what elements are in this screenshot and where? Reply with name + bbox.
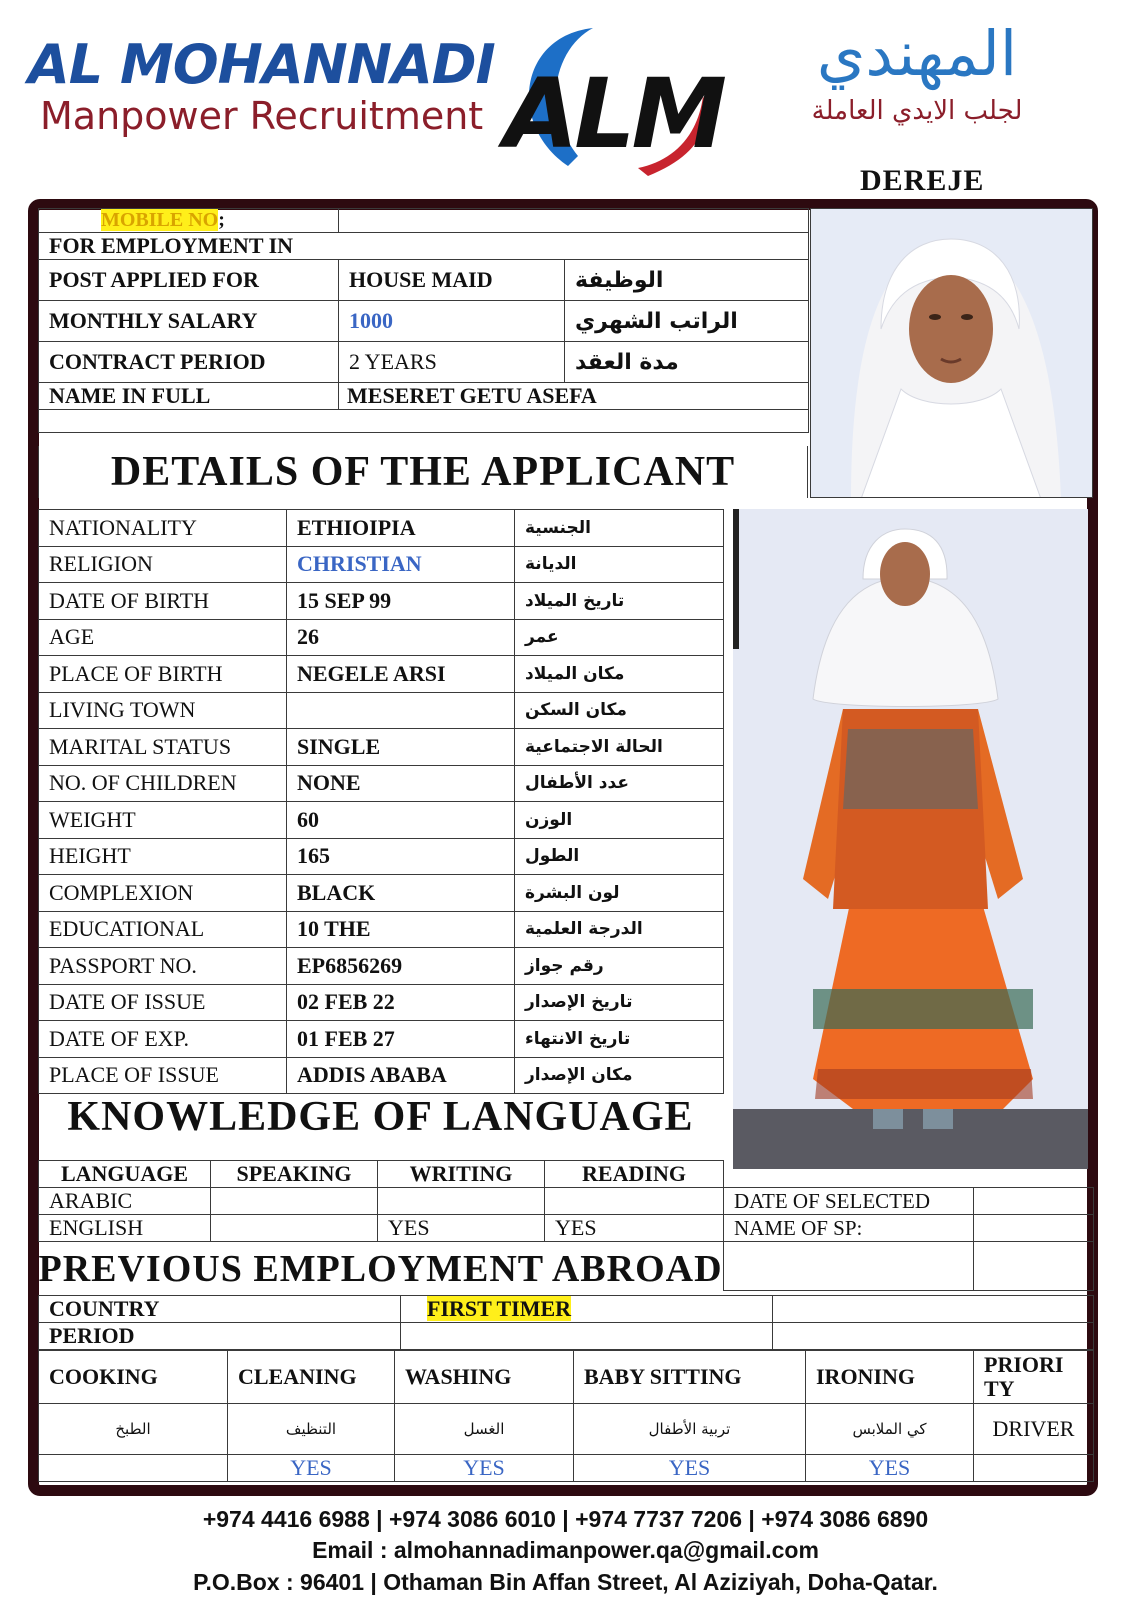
for-employment-row — [39, 233, 809, 260]
detail-label: WEIGHT — [39, 802, 287, 839]
detail-row — [39, 583, 724, 620]
mobile-value — [339, 209, 809, 233]
skills-value-row — [39, 1455, 1094, 1482]
detail-label-arabic: الطول — [515, 838, 724, 875]
brand-name-arabic: المهندي — [816, 17, 1018, 90]
language-reading: YES — [545, 1215, 724, 1242]
footer-email: Email : almohannadimanpower.qa@gmail.com — [312, 1537, 819, 1563]
detail-value: NEGELE ARSI — [287, 656, 515, 693]
name-value: MESERET GETU ASEFA — [339, 383, 809, 410]
detail-label: NATIONALITY — [39, 510, 287, 547]
skill-arabic: الغسل — [395, 1404, 574, 1455]
detail-row — [39, 510, 724, 547]
detail-value: CHRISTIAN — [287, 546, 515, 583]
skill-value: YES — [806, 1455, 974, 1482]
detail-row — [39, 948, 724, 985]
employment-label: CONTRACT PERIOD — [39, 342, 339, 383]
employment-row — [39, 301, 809, 342]
language-writing — [378, 1188, 545, 1215]
detail-value: 02 FEB 22 — [287, 984, 515, 1021]
detail-value: BLACK — [287, 875, 515, 912]
period-value — [401, 1323, 773, 1350]
detail-label-arabic: تاريخ الإصدار — [515, 984, 724, 1021]
skill-value: YES — [574, 1455, 806, 1482]
employment-row — [39, 260, 809, 301]
detail-value: EP6856269 — [287, 948, 515, 985]
detail-value: SINGLE — [287, 729, 515, 766]
detail-row — [39, 656, 724, 693]
footer-address: P.O.Box : 96401 | Othaman Bin Affan Street, Al Aziziyah, Doha-Qatar. — [193, 1569, 938, 1595]
language-header: LANGUAGE — [39, 1161, 211, 1188]
skill-value: YES — [395, 1455, 574, 1482]
for-employment-label: FOR EMPLOYMENT IN — [39, 233, 809, 260]
detail-label-arabic: عدد الأطفال — [515, 765, 724, 802]
skill-priority-value: DRIVER — [974, 1404, 1094, 1455]
skill-arabic: التنظيف — [228, 1404, 395, 1455]
mobile-label: MOBILE NO — [101, 209, 219, 231]
employment-label-arabic: مدة العقد — [565, 342, 809, 383]
detail-value: ETHIOIPIA — [287, 510, 515, 547]
period-label: PERIOD — [39, 1323, 401, 1350]
language-header: SPEAKING — [211, 1161, 378, 1188]
detail-label: RELIGION — [39, 546, 287, 583]
language-row — [39, 1188, 724, 1215]
employment-label: MONTHLY SALARY — [39, 301, 339, 342]
detail-label-arabic: مكان الإصدار — [515, 1057, 724, 1094]
employment-label: POST APPLIED FOR — [39, 260, 339, 301]
applicant-portrait-photo — [810, 208, 1093, 498]
detail-value: 60 — [287, 802, 515, 839]
detail-label-arabic: تاريخ الميلاد — [515, 583, 724, 620]
applicant-full-photo — [733, 509, 1088, 1169]
language-name: ENGLISH — [39, 1215, 211, 1242]
language-speaking — [211, 1188, 378, 1215]
detail-row — [39, 729, 724, 766]
detail-row — [39, 546, 724, 583]
employment-value: 1000 — [339, 301, 565, 342]
language-title: KNOWLEDGE OF LANGUAGE — [67, 1094, 694, 1140]
detail-value: 26 — [287, 619, 515, 656]
detail-label-arabic: الديانة — [515, 546, 724, 583]
detail-label: MARITAL STATUS — [39, 729, 287, 766]
detail-label-arabic: عمر — [515, 619, 724, 656]
detail-label-arabic: لون البشرة — [515, 875, 724, 912]
detail-row — [39, 838, 724, 875]
alm-logo — [498, 16, 733, 186]
skill-header-priority: PRIORI TY — [974, 1351, 1094, 1404]
country-label: COUNTRY — [39, 1296, 401, 1323]
skill-arabic: تربية الأطفال — [574, 1404, 806, 1455]
brand-name: AL MOHANNADI — [28, 33, 495, 96]
detail-row — [39, 765, 724, 802]
employment-row — [39, 342, 809, 383]
brand-arabic — [727, 14, 1107, 128]
side-blank-row — [724, 1242, 1094, 1291]
skill-value: YES — [228, 1455, 395, 1482]
detail-label: NO. OF CHILDREN — [39, 765, 287, 802]
detail-value: 15 SEP 99 — [287, 583, 515, 620]
previous-employment-title: PREVIOUS EMPLOYMENT ABROAD — [38, 1248, 723, 1290]
employment-value: 2 YEARS — [339, 342, 565, 383]
employment-label-arabic: الوظيفة — [565, 260, 809, 301]
brand-english — [28, 33, 498, 138]
detail-row — [39, 692, 724, 729]
language-speaking — [211, 1215, 378, 1242]
detail-label: DATE OF EXP. — [39, 1021, 287, 1058]
applicant-details-table — [38, 509, 724, 1094]
skill-arabic: كي الملابس — [806, 1404, 974, 1455]
skills-arabic-row — [39, 1404, 1094, 1455]
language-row — [39, 1215, 724, 1242]
sponsor-row — [724, 1215, 1094, 1242]
skills-header-row — [39, 1351, 1094, 1404]
detail-label: EDUCATIONAL — [39, 911, 287, 948]
details-title: DETAILS OF THE APPLICANT — [38, 446, 808, 498]
skill-header: CLEANING — [228, 1351, 395, 1404]
detail-row — [39, 802, 724, 839]
agent-name: DEREJE — [860, 164, 985, 197]
detail-label-arabic: الحالة الاجتماعية — [515, 729, 724, 766]
skill-header: WASHING — [395, 1351, 574, 1404]
detail-row — [39, 911, 724, 948]
detail-row — [39, 619, 724, 656]
detail-label: COMPLEXION — [39, 875, 287, 912]
detail-label-arabic: مكان السكن — [515, 692, 724, 729]
detail-label-arabic: مكان الميلاد — [515, 656, 724, 693]
period-row — [39, 1323, 1094, 1350]
detail-value: ADDIS ABABA — [287, 1057, 515, 1094]
skill-arabic: الطبخ — [39, 1404, 228, 1455]
date-selected-row — [724, 1188, 1094, 1215]
employment-label-arabic: الراتب الشهري — [565, 301, 809, 342]
language-header: WRITING — [378, 1161, 545, 1188]
brand-tagline: Manpower Recruitment — [40, 94, 484, 138]
detail-label: LIVING TOWN — [39, 692, 287, 729]
detail-label-arabic: الجنسية — [515, 510, 724, 547]
language-writing: YES — [378, 1215, 545, 1242]
detail-label: DATE OF BIRTH — [39, 583, 287, 620]
detail-label: PLACE OF ISSUE — [39, 1057, 287, 1094]
detail-value: 165 — [287, 838, 515, 875]
language-name: ARABIC — [39, 1188, 211, 1215]
skill-header: COOKING — [39, 1351, 228, 1404]
country-value: FIRST TIMER — [427, 1296, 572, 1321]
mobile-row — [39, 209, 809, 233]
language-header-row — [39, 1161, 724, 1188]
detail-label: PLACE OF BIRTH — [39, 656, 287, 693]
spacer-row — [39, 410, 809, 433]
detail-label: PASSPORT NO. — [39, 948, 287, 985]
detail-row — [39, 1057, 724, 1094]
selection-table — [723, 1187, 1094, 1291]
skill-value — [39, 1455, 228, 1482]
detail-value: 01 FEB 27 — [287, 1021, 515, 1058]
brand-tagline-arabic: لجلب الايدي العاملة — [811, 96, 1023, 126]
detail-row — [39, 875, 724, 912]
employment-table — [38, 208, 809, 433]
detail-label-arabic: الدرجة العلمية — [515, 911, 724, 948]
skills-table — [38, 1350, 1094, 1482]
skill-header: IRONING — [806, 1351, 974, 1404]
name-label: NAME IN FULL — [39, 383, 339, 410]
footer-phones: +974 4416 6988 | +974 3086 6010 | +974 7737 7206 | +974 3086 6890 — [202, 1506, 929, 1532]
mobile-suffix: ; — [218, 209, 225, 231]
detail-value: NONE — [287, 765, 515, 802]
language-header: READING — [545, 1161, 724, 1188]
date-selected-label: DATE OF SELECTED — [724, 1188, 974, 1215]
detail-label: AGE — [39, 619, 287, 656]
skill-header: BABY SITTING — [574, 1351, 806, 1404]
detail-label-arabic: تاريخ الانتهاء — [515, 1021, 724, 1058]
detail-value — [287, 692, 515, 729]
detail-label: HEIGHT — [39, 838, 287, 875]
logo-text: ALM — [504, 58, 723, 170]
detail-row — [39, 1021, 724, 1058]
detail-value: 10 THE — [287, 911, 515, 948]
detail-label-arabic: رقم جواز — [515, 948, 724, 985]
name-row — [39, 383, 809, 410]
language-reading — [545, 1188, 724, 1215]
detail-row — [39, 984, 724, 1021]
previous-employment-table — [38, 1295, 1094, 1350]
detail-label-arabic: الوزن — [515, 802, 724, 839]
detail-label: DATE OF ISSUE — [39, 984, 287, 1021]
skill-value — [974, 1455, 1094, 1482]
country-row — [39, 1296, 1094, 1323]
sponsor-label: NAME OF SP: — [724, 1215, 974, 1242]
language-table — [38, 1160, 724, 1242]
employment-value: HOUSE MAID — [339, 260, 565, 301]
